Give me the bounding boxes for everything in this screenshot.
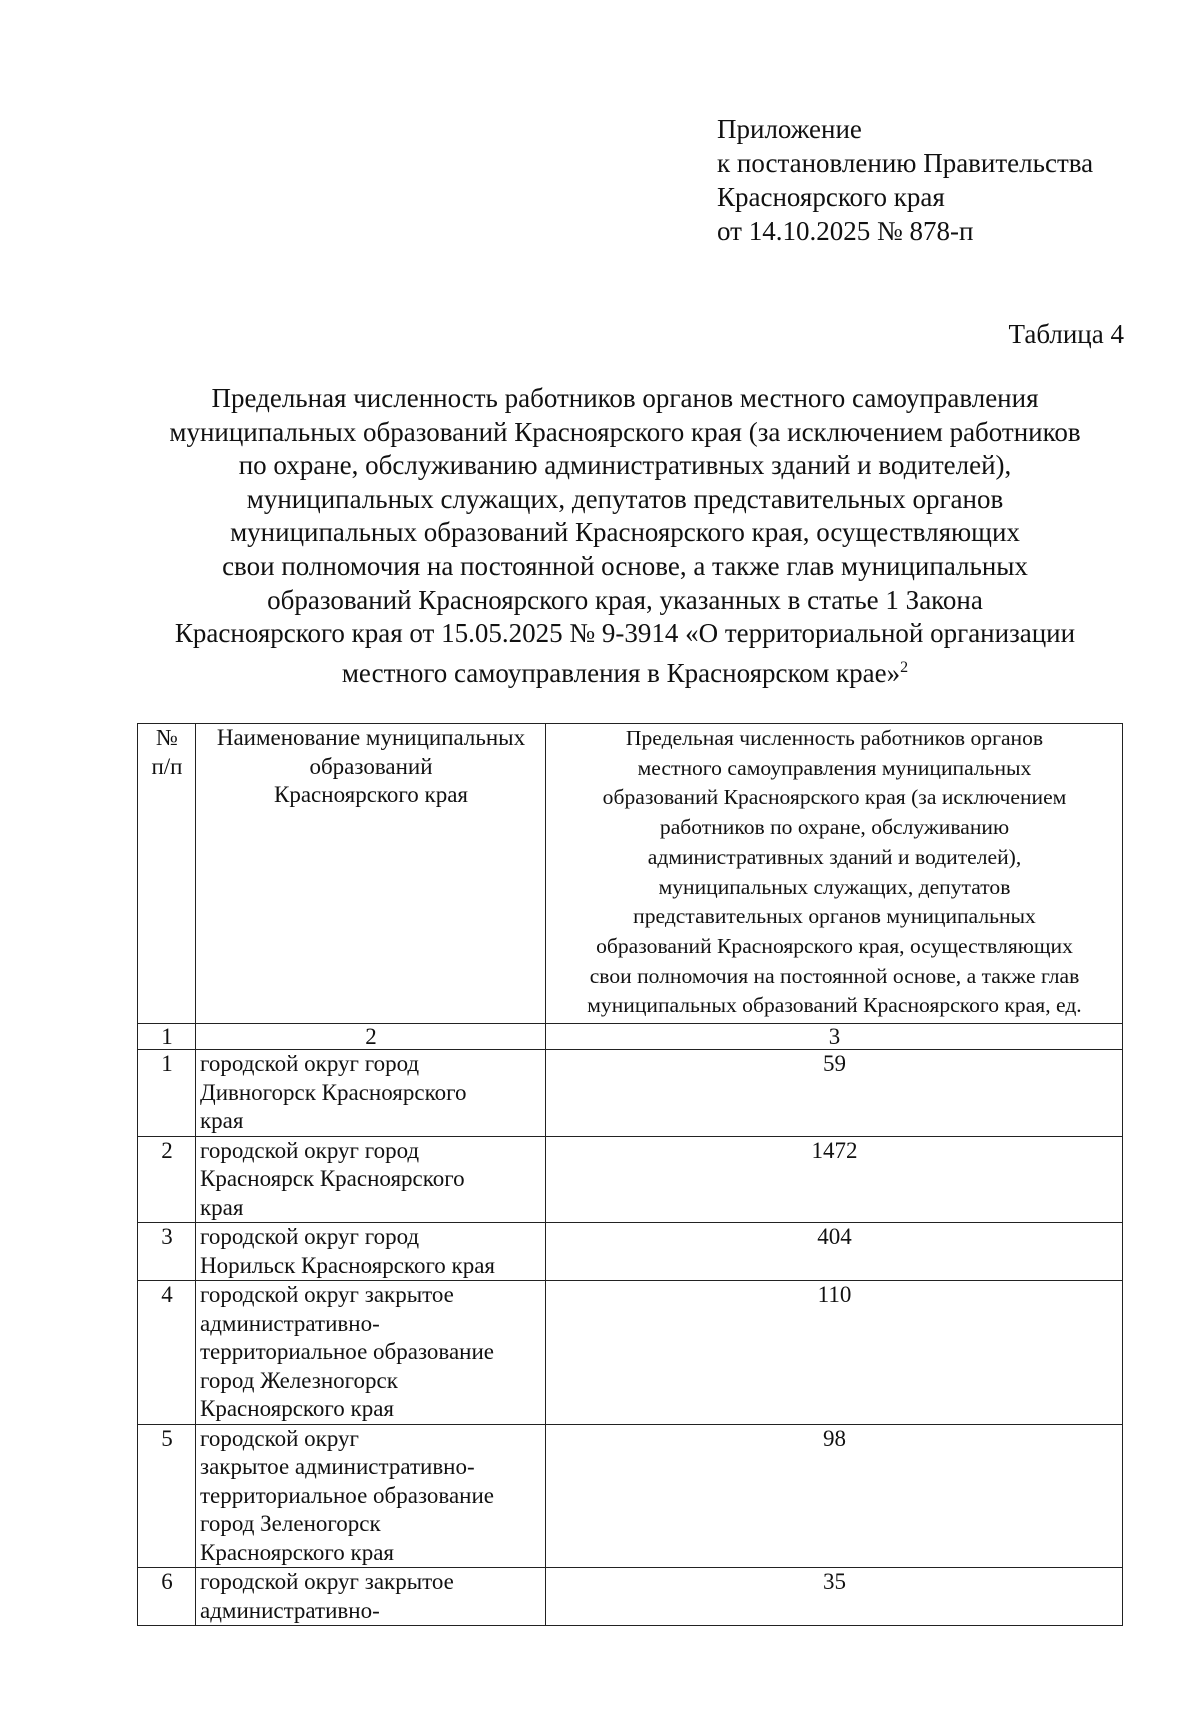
header-text: образований Красноярского края, осуществляющих (596, 933, 1073, 958)
header-text: Наименование муниципальных (216, 725, 526, 750)
municipality-name-line: городской округ (200, 1425, 359, 1451)
municipality-name-line: края (200, 1108, 244, 1134)
title-line: муниципальных образований Красноярского края (за исключением работников (169, 416, 1081, 447)
table-row (138, 1568, 1123, 1626)
table-row (138, 1050, 1123, 1137)
title-line: свои полномочия на постоянной основе, а также глав муниципальных (222, 550, 1028, 581)
municipality-name-cell (196, 1223, 546, 1281)
header-text: муниципальных образований Красноярского края, ед. (587, 993, 1082, 1018)
column-number-cell: 1 (138, 1024, 196, 1050)
header-text: п/п (151, 753, 183, 779)
header-text: образований Красноярского края (за исключением (602, 785, 1067, 810)
header-value-cell (546, 724, 1123, 1024)
title-line: по охране, обслуживанию административных зданий и водителей), (238, 450, 1012, 481)
row-number-cell: 4 (138, 1281, 196, 1425)
appendix-line: Приложение (717, 114, 862, 144)
municipality-name-line: Норильск Красноярского края (200, 1252, 496, 1278)
table-number-label: Таблица 4 (1008, 319, 1124, 349)
staff-limit-value-cell: 110 (546, 1281, 1123, 1425)
column-number-row (138, 1024, 1123, 1050)
municipality-name-line: территориальное образование (200, 1482, 495, 1508)
row-number-cell: 5 (138, 1424, 196, 1568)
title-line: муниципальных образований Красноярского края, осуществляющих (230, 517, 1020, 548)
header-text: муниципальных служащих, депутатов (658, 874, 1011, 899)
municipality-name-cell (196, 1424, 546, 1568)
municipality-name-line: закрытое административно- (200, 1454, 475, 1480)
appendix-line: к постановлению Правительства (717, 148, 1094, 178)
municipality-name-line: городской округ город (200, 1224, 420, 1250)
municipality-name-line: городской округ город (200, 1051, 420, 1077)
header-text: Предельная численность работников органов (625, 726, 1044, 750)
table-row (138, 1223, 1123, 1281)
table-row (138, 1281, 1123, 1425)
header-name-cell (196, 724, 546, 1024)
municipality-name-line: Красноярского края (200, 1539, 394, 1565)
municipality-name-cell (196, 1568, 546, 1626)
municipality-name-line: городской округ закрытое (200, 1569, 454, 1595)
header-text: местного самоуправления муниципальных (637, 755, 1032, 780)
header-text: работников по охране, обслуживанию (659, 815, 1010, 840)
column-number-cell: 2 (196, 1024, 546, 1050)
row-number-cell: 3 (138, 1223, 196, 1281)
municipality-name-line: административно- (200, 1310, 380, 1336)
municipality-name-line: Красноярск Красноярского (200, 1166, 465, 1192)
municipality-name-line: административно- (200, 1597, 380, 1623)
header-text: образований (309, 753, 433, 779)
municipality-name-line: Красноярского края (200, 1396, 394, 1422)
municipality-name-line: город Железногорск (200, 1367, 398, 1393)
title-line: Предельная численность работников органов местного самоуправления (211, 383, 1039, 413)
table-row (138, 1424, 1123, 1568)
staff-limit-value-cell: 404 (546, 1223, 1123, 1281)
staff-limit-value-cell: 35 (546, 1568, 1123, 1626)
title-line: образований Красноярского края, указанных в статье 1 Закона (267, 584, 983, 615)
header-text: административных зданий и водителей), (647, 844, 1022, 869)
header-text: свои полномочия на постоянной основе, а также глав (589, 963, 1080, 988)
municipality-name-line: края (200, 1194, 244, 1220)
appendix-line: от 14.10.2025 № 878-п (717, 216, 974, 246)
municipality-name-cell (196, 1136, 546, 1223)
row-number-cell: 6 (138, 1568, 196, 1626)
municipality-name-cell (196, 1050, 546, 1137)
row-number-cell: 2 (138, 1136, 196, 1223)
municipal-staff-table (137, 723, 1123, 1626)
header-text: представительных органов муниципальных (633, 904, 1036, 929)
column-number-cell: 3 (546, 1024, 1123, 1050)
municipality-name-line: городской округ закрытое (200, 1282, 454, 1308)
title-line: Красноярского края от 15.05.2025 № 9-3914 «О территориальной организации (174, 618, 1076, 649)
row-number-cell: 1 (138, 1050, 196, 1137)
title-line: муниципальных служащих, депутатов представительных органов (246, 483, 1004, 514)
staff-limit-value-cell: 98 (546, 1424, 1123, 1568)
document-title (130, 382, 1120, 690)
header-text: Красноярского края (274, 782, 468, 807)
title-line: местного самоуправления в Красноярском крае» (341, 657, 901, 688)
title-line-last (130, 651, 1120, 691)
municipality-name-line: город Зеленогорск (200, 1511, 381, 1537)
footnote-marker: 2 (900, 658, 909, 676)
municipality-name-line: городской округ город (200, 1137, 420, 1163)
table-body (138, 1050, 1123, 1626)
staff-limit-value-cell: 1472 (546, 1136, 1123, 1223)
municipality-name-cell (196, 1281, 546, 1425)
header-number-cell (138, 724, 196, 1024)
staff-limit-value-cell: 59 (546, 1050, 1123, 1137)
municipality-name-line: территориальное образование (200, 1339, 495, 1365)
appendix-header (717, 112, 1093, 248)
appendix-line: Красноярского края (717, 182, 945, 212)
header-text: № (156, 725, 178, 750)
municipality-name-line: Дивногорск Красноярского (200, 1079, 467, 1105)
table-row (138, 1136, 1123, 1223)
table-header-row (138, 724, 1123, 1024)
